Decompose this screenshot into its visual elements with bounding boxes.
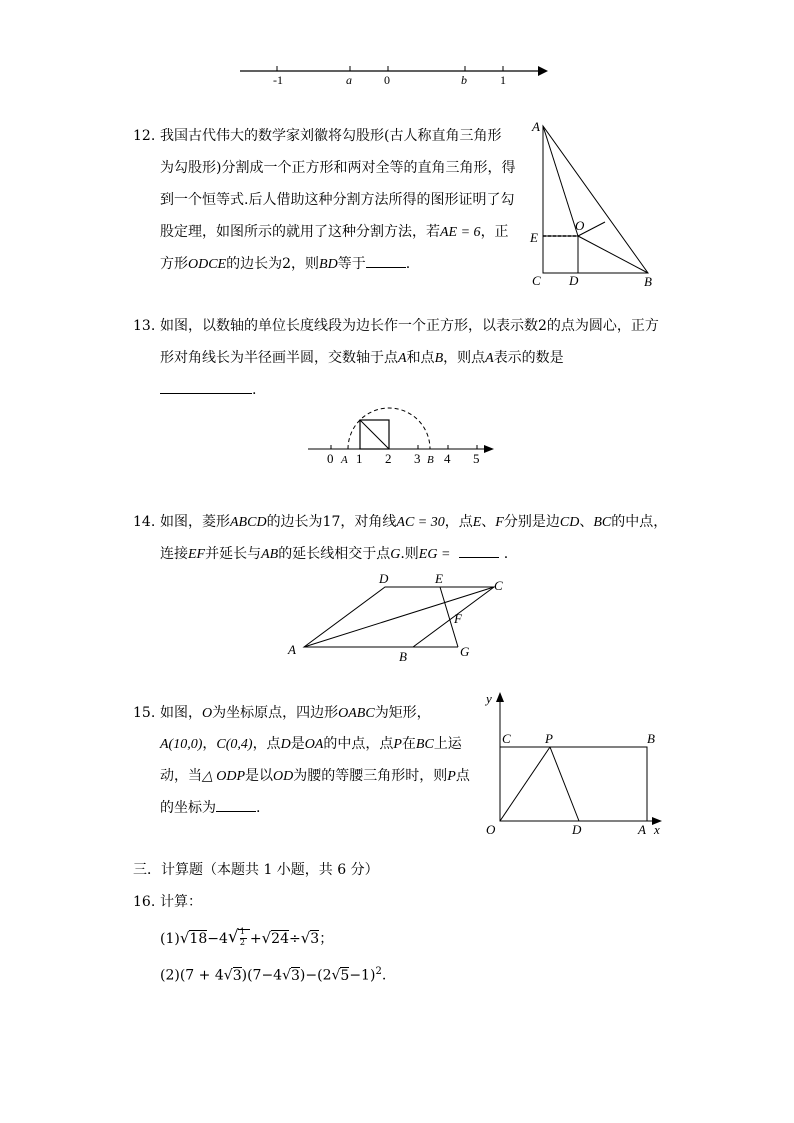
q14-line-2: 连接EF并延长与AB的延长线相交于点G.则EG = . bbox=[160, 546, 509, 562]
q13-tick-4: 4 bbox=[444, 451, 451, 466]
tick-1: 1 bbox=[500, 73, 506, 87]
q13-line-2: 形对角线长为半径画半圆，交数轴于点A和点B，则点A表示的数是 bbox=[160, 350, 564, 366]
q13-label-B: B bbox=[427, 454, 434, 466]
q13-tick-1: 1 bbox=[356, 451, 363, 466]
tick-b: b bbox=[461, 73, 467, 87]
q15-figure bbox=[478, 688, 668, 840]
q13-number: 13. bbox=[133, 318, 156, 334]
q13-line-1: 如图，以数轴的单位长度线段为边长作一个正方形，以表示数2的点为圆心，正方 bbox=[160, 318, 659, 334]
q13-label-A: A bbox=[341, 454, 348, 466]
q13-figure bbox=[306, 402, 498, 468]
q15-label-P: P bbox=[545, 731, 553, 746]
answer-blank[interactable] bbox=[459, 556, 499, 558]
tick-minus1: -1 bbox=[273, 73, 283, 87]
q14-label-F: F bbox=[454, 611, 462, 626]
q13-tick-5: 5 bbox=[473, 451, 480, 466]
q12-label-D: D bbox=[569, 273, 579, 288]
q14-label-D: D bbox=[379, 571, 389, 586]
q15-line-3: 动，当△ ODP是以OD为腰的等腰三角形时，则P点 bbox=[160, 768, 470, 784]
answer-blank[interactable] bbox=[366, 266, 406, 268]
section-3-title: 三．计算题（本题共 1 小题，共 6 分） bbox=[133, 862, 379, 878]
top-number-line bbox=[236, 60, 556, 90]
q13-tick-3: 3 bbox=[414, 451, 421, 466]
q15-line-1: 如图，O为坐标原点，四边形OABC为矩形， bbox=[160, 705, 431, 721]
q14-number: 14. bbox=[133, 514, 156, 530]
q12-label-O: O bbox=[575, 218, 585, 233]
q12-label-B: B bbox=[644, 274, 652, 289]
q14-label-E: E bbox=[435, 571, 443, 586]
q15-label-B: B bbox=[647, 731, 655, 746]
q12-line-3: 到一个恒等式.后人借助这种分割方法所得的图形证明了勾 bbox=[160, 192, 515, 208]
q12-label-E: E bbox=[530, 230, 538, 245]
q12-label-A: A bbox=[532, 119, 540, 134]
q12-line-4: 股定理，如图所示的就用了这种分割方法，若AE = 6，正 bbox=[160, 224, 509, 240]
tick-0: 0 bbox=[384, 73, 390, 87]
q14-figure bbox=[286, 570, 510, 666]
q15-number: 15. bbox=[133, 705, 156, 721]
q12-line-2: 为勾股形)分割成一个正方形和两对全等的直角三角形，得 bbox=[160, 160, 516, 176]
q12-line-1: 我国古代伟大的数学家刘徽将勾股形(古人称直角三角形 bbox=[160, 128, 502, 144]
q15-label-O: O bbox=[486, 822, 496, 837]
q14-label-G: G bbox=[460, 644, 470, 659]
q15-label-D: D bbox=[572, 822, 582, 837]
q13-tick-0: 0 bbox=[327, 451, 334, 466]
q12-number: 12. bbox=[133, 128, 156, 144]
q14-line-1: 如图，菱形ABCD的边长为17，对角线AC = 30，点E、F分别是边CD、BC的中点， bbox=[160, 514, 668, 530]
q14-label-B: B bbox=[399, 649, 407, 664]
q14-label-A: A bbox=[288, 642, 296, 657]
q15-label-C: C bbox=[502, 731, 511, 746]
q13-tick-2: 2 bbox=[385, 451, 392, 466]
answer-blank[interactable] bbox=[160, 392, 252, 394]
q16-title: 计算： bbox=[160, 894, 202, 910]
answer-blank[interactable] bbox=[216, 810, 256, 812]
q15-label-y: y bbox=[486, 691, 492, 706]
q15-label-x: x bbox=[654, 822, 660, 837]
q12-label-C: C bbox=[532, 273, 541, 288]
tick-a: a bbox=[346, 73, 352, 87]
q16-part-1: (1)√18−4 √ 1 2 +√24÷√3； bbox=[160, 927, 334, 947]
q15-label-A: A bbox=[638, 822, 646, 837]
q13-line-3: . bbox=[160, 380, 256, 400]
q16-part-2: $(2)(7 + 4√3)(7-4√3)-(2√5-1)^2$. bbox=[160, 966, 387, 984]
q12-figure bbox=[526, 118, 660, 290]
q14-label-C: C bbox=[494, 578, 503, 593]
q16-number: 16. bbox=[133, 894, 156, 910]
q15-line-4: 的坐标为 . bbox=[160, 800, 261, 816]
q15-line-2: A(10,0)，C(0,4)，点D是OA的中点，点P在BC上运 bbox=[160, 736, 462, 752]
q12-line-5: 方形ODCE的边长为2，则BD等于 . bbox=[160, 256, 411, 272]
